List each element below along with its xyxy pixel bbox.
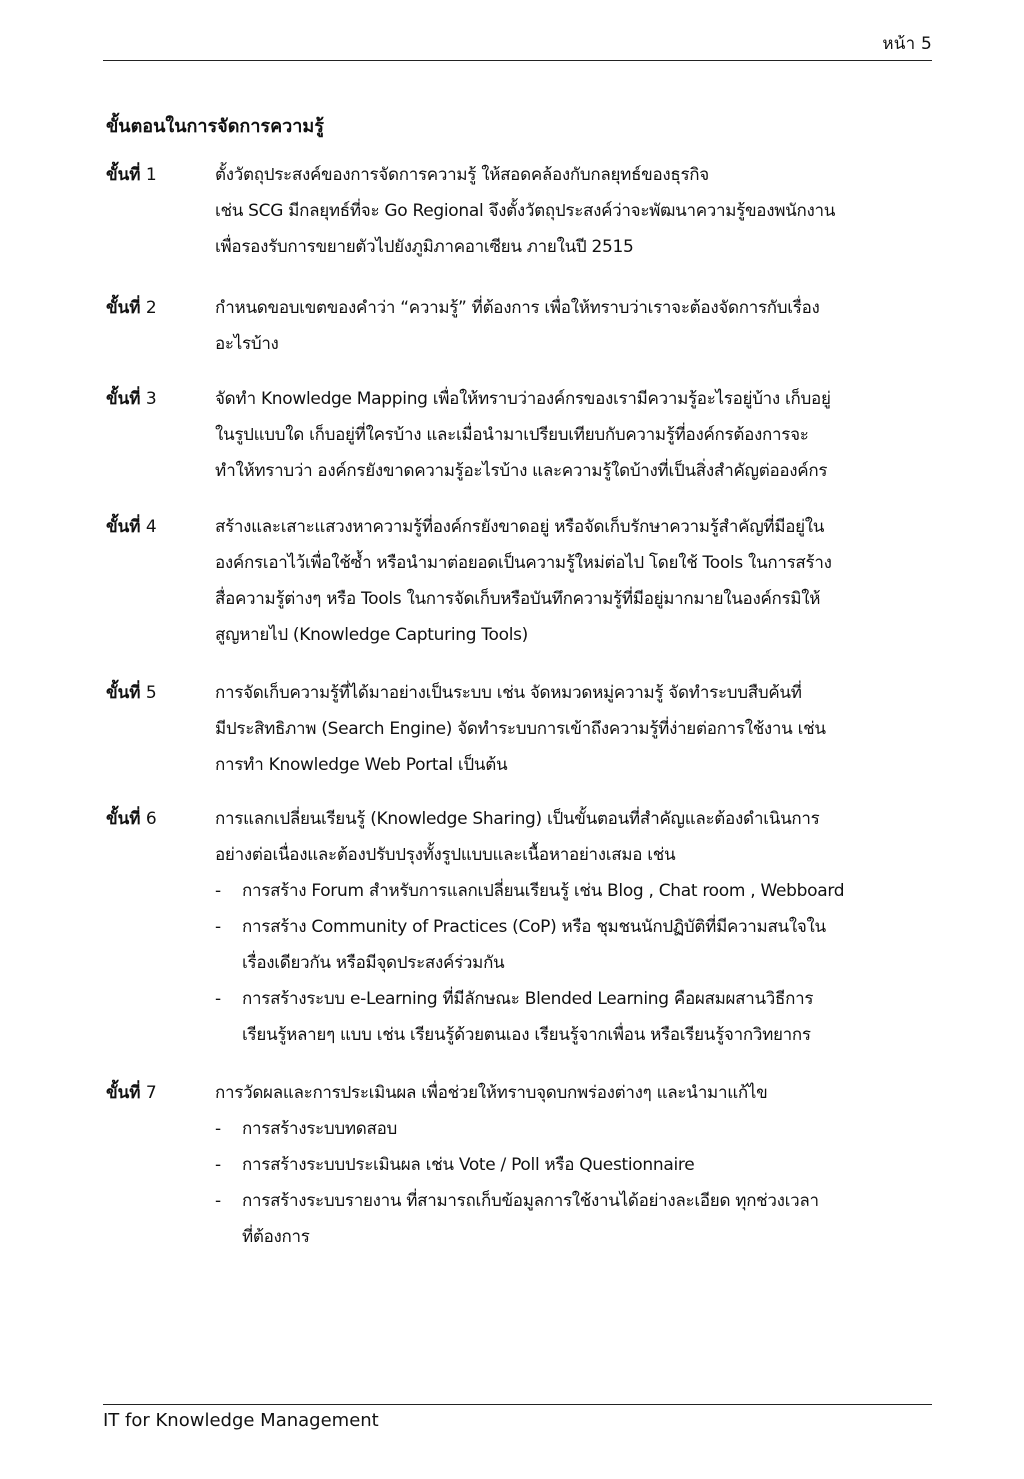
- step-6: [106, 801, 936, 1053]
- footer-text: IT for Knowledge Management: [103, 1410, 379, 1431]
- step-label: [106, 290, 215, 326]
- bullet-text-line: การสร้างระบบ e-Learning ที่มีลักษณะ Blended Learning คือผสมผสานวิธีการ: [242, 989, 814, 1009]
- bullet-dash: -: [215, 1191, 222, 1211]
- bullet-text: [242, 1147, 936, 1183]
- step-body: [215, 509, 936, 653]
- step-text-line: องค์กรเอาไว้เพื่อใช้ซ้ำ หรือนำมาต่อยอดเป็นความรู้ใหม่ต่อไป โดยใช้ Tools ในการสร้าง: [215, 553, 832, 573]
- step-number: 7: [145, 1083, 157, 1103]
- step-word: ขั้นที่: [106, 683, 141, 703]
- bullet-item: [215, 909, 936, 981]
- step-word: ขั้นที่: [106, 165, 141, 185]
- step-text-line: การวัดผลและการประเมินผล เพื่อช่วยให้ทราบจุดบกพร่องต่างๆ และนำมาแก้ไข: [215, 1083, 768, 1103]
- step-label: [106, 509, 215, 545]
- step-word: ขั้นที่: [106, 389, 141, 409]
- step-number: 5: [145, 683, 157, 703]
- step-text-line: กำหนดขอบเขตของคำว่า “ความรู้” ที่ต้องการ เพื่อให้ทราบว่าเราจะต้องจัดการกับเรื่อง: [215, 298, 820, 318]
- step-body: [215, 381, 936, 489]
- step-text-line: สร้างและเสาะแสวงหาความรู้ที่องค์กรยังขาดอยู่ หรือจัดเก็บรักษาความรู้สำคัญที่มีอยู่ใน: [215, 517, 825, 537]
- bullet-text-line: การสร้างระบบรายงาน ที่สามารถเก็บข้อมูลการใช้งานได้อย่างละเอียด ทุกช่วงเวลา: [242, 1191, 819, 1211]
- bullet-text: [242, 1111, 936, 1147]
- bullet-text: [242, 873, 936, 909]
- step-body: [215, 290, 936, 362]
- step-text-line: สื่อความรู้ต่างๆ หรือ Tools ในการจัดเก็บหรือบันทึกความรู้ที่มีอยู่มากมายในองค์กรมิให้: [215, 589, 821, 609]
- bullet-text-line: การสร้าง Community of Practices (CoP) หรือ ชุมชนนักปฏิบัติที่มีความสนใจใน: [242, 917, 826, 937]
- step-number: 6: [145, 809, 157, 829]
- step-label: [106, 675, 215, 711]
- step-body: [215, 157, 936, 265]
- bullet-text-line: เรื่องเดียวกัน หรือมีจุดประสงค์ร่วมกัน: [242, 953, 505, 973]
- bullet-item: [215, 1111, 936, 1147]
- page-number: หน้า 5: [882, 34, 932, 54]
- bullet-text: [242, 1183, 936, 1255]
- step-body: [215, 675, 936, 783]
- step-text-line: เช่น SCG มีกลยุทธ์ที่จะ Go Regional จึงตั้งวัตถุประสงค์ว่าจะพัฒนาความรู้ของพนักงาน: [215, 201, 836, 221]
- step-word: ขั้นที่: [106, 809, 141, 829]
- step-text-line: ในรูปแบบใด เก็บอยู่ที่ใครบ้าง และเมื่อนำมาเปรียบเทียบกับความรู้ที่องค์กรต้องการจะ: [215, 425, 809, 445]
- step-text-line: ทำให้ทราบว่า องค์กรยังขาดความรู้อะไรบ้าง และความรู้ใดบ้างที่เป็นสิ่งสำคัญต่อองค์กร: [215, 461, 828, 481]
- step-number: 3: [145, 389, 157, 409]
- step-number: 1: [145, 165, 157, 185]
- step-1: [106, 157, 936, 265]
- step-word: ขั้นที่: [106, 298, 141, 318]
- bullet-item: [215, 873, 936, 909]
- step-body: [215, 801, 936, 1053]
- bullet-item: [215, 1183, 936, 1255]
- bullet-text: [242, 909, 936, 981]
- step-word: ขั้นที่: [106, 517, 141, 537]
- header-rule: [103, 60, 932, 61]
- bullet-text-line: การสร้าง Forum สำหรับการแลกเปลี่ยนเรียนรู้ เช่น Blog , Chat room , Webboard: [242, 881, 845, 901]
- step-text-line: การจัดเก็บความรู้ที่ได้มาอย่างเป็นระบบ เช่น จัดหมวดหมู่ความรู้ จัดทำระบบสืบค้นที่: [215, 683, 802, 703]
- step-body: [215, 1075, 936, 1255]
- step-text-line: มีประสิทธิภาพ (Search Engine) จัดทำระบบการเข้าถึงความรู้ที่ง่ายต่อการใช้งาน เช่น: [215, 719, 826, 739]
- step-text-line: อะไรบ้าง: [215, 334, 279, 354]
- bullet-text-line: การสร้างระบบประเมินผล เช่น Vote / Poll หรือ Questionnaire: [242, 1155, 695, 1175]
- step-7: [106, 1075, 936, 1255]
- section-title: ขั้นตอนในการจัดการความรู้: [106, 116, 324, 137]
- step-2: [106, 290, 936, 362]
- step-4: [106, 509, 936, 653]
- bullet-item: [215, 1147, 936, 1183]
- step-text-line: ตั้งวัตถุประสงค์ของการจัดการความรู้ ให้สอดคล้องกับกลยุทธ์ของธุรกิจ: [215, 165, 709, 185]
- step-3: [106, 381, 936, 489]
- step-text-line: การแลกเปลี่ยนเรียนรู้ (Knowledge Sharing) เป็นขั้นตอนที่สำคัญและต้องดำเนินการ: [215, 809, 820, 829]
- bullet-dash: -: [215, 1155, 222, 1175]
- step-text-line: จัดทำ Knowledge Mapping เพื่อให้ทราบว่าองค์กรของเรามีความรู้อะไรอยู่บ้าง เก็บอยู่: [215, 389, 831, 409]
- step-5: [106, 675, 936, 783]
- bullet-dash: -: [215, 989, 222, 1009]
- bullet-text-line: การสร้างระบบทดสอบ: [242, 1119, 397, 1139]
- bullet-dash: -: [215, 881, 222, 901]
- step-label: [106, 801, 215, 837]
- step-label: [106, 157, 215, 193]
- step-word: ขั้นที่: [106, 1083, 141, 1103]
- step-number: 4: [145, 517, 157, 537]
- bullet-text-line: เรียนรู้หลายๆ แบบ เช่น เรียนรู้ด้วยตนเอง เรียนรู้จากเพื่อน หรือเรียนรู้จากวิทยากร: [242, 1025, 811, 1045]
- step-label: [106, 1075, 215, 1111]
- bullet-item: [215, 981, 936, 1053]
- step-text-line: อย่างต่อเนื่องและต้องปรับปรุงทั้งรูปแบบและเนื้อหาอย่างเสมอ เช่น: [215, 845, 676, 865]
- bullet-dash: -: [215, 917, 222, 937]
- bullet-dash: -: [215, 1119, 222, 1139]
- step-text-line: เพื่อรองรับการขยายตัวไปยังภูมิภาคอาเซียน ภายในปี 2515: [215, 237, 634, 257]
- step-text-line: การทำ Knowledge Web Portal เป็นต้น: [215, 755, 508, 775]
- step-text-line: สูญหายไป (Knowledge Capturing Tools): [215, 625, 529, 645]
- bullet-text-line: ที่ต้องการ: [242, 1227, 310, 1247]
- footer-rule: [103, 1404, 932, 1405]
- step-label: [106, 381, 215, 417]
- bullet-text: [242, 981, 936, 1053]
- step-number: 2: [145, 298, 157, 318]
